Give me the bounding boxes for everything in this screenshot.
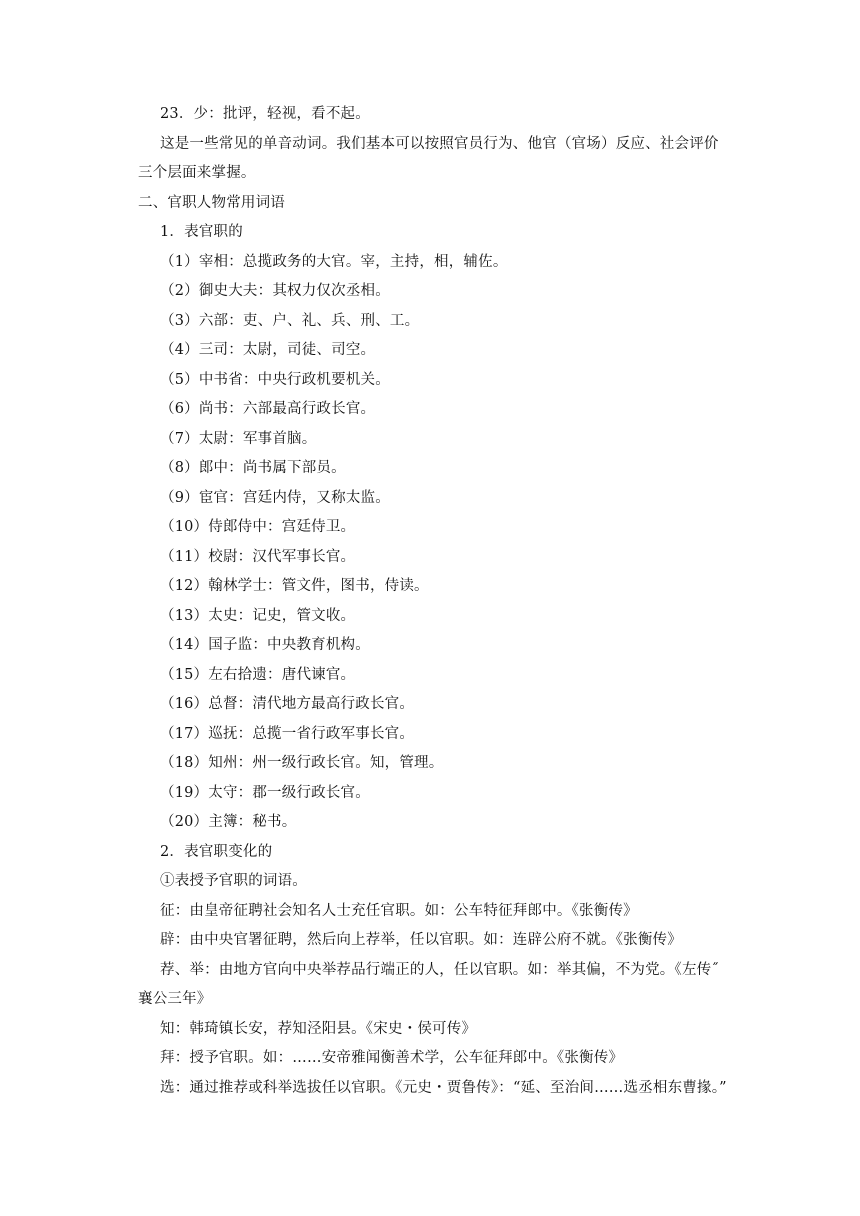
list-item: （19）太守：郡一级行政长官。 [160,785,370,801]
text-line-3: 三个层面来掌握。 [138,165,256,181]
sub-heading: ①表授予官职的词语。 [160,873,307,889]
list-item: （5）中书省：中央行政机要机关。 [160,372,390,388]
section-heading: 二、官职人物常用词语 [138,195,285,211]
text-line: 荐、举：由地方官向中央举荐品行端正的人，任以官职。如：举其偏，不为党。《左传˝ [160,962,719,978]
list-item: （16）总督：清代地方最高行政长官。 [160,696,415,712]
list-item: （13）太史：记史，管文收。 [160,608,356,624]
list-item: （15）左右拾遗：唐代谏官。 [160,667,356,683]
list-item: （2）御史大夫：其权力仅次丞相。 [160,283,390,299]
subsection-heading-1: 1．表官职的 [160,224,243,240]
list-item: （1）宰相：总揽政务的大官。宰，主持，相，辅佐。 [160,254,508,270]
list-item: （8）郎中：尚书属下部员。 [160,460,346,476]
list-item: （6）尚书：六部最高行政长官。 [160,401,376,417]
text-line: 拜：授予官职。如：……安帝雅闻衡善术学，公车征拜郎中。《张衡传》 [160,1050,624,1066]
list-item: （9）宦官：宫廷内侍，又称太监。 [160,490,390,506]
text-line: 知：韩琦镇长安，荐知泾阳县。《宋史・侯可传》 [160,1021,477,1037]
text-line: 襄公三年》 [138,991,212,1007]
list-item: （10）侍郎侍中：宫廷侍卫。 [160,519,356,535]
list-item: （7）太尉：军事首脑。 [160,431,317,447]
text-line-1: 23．少：批评，轻视，看不起。 [160,106,370,122]
list-item: （3）六部：吏、户、礼、兵、刑、工。 [160,313,420,329]
text-line: 征：由皇帝征聘社会知名人士充任官职。如：公车特征拜郎中。《张衡传》 [160,903,638,919]
list-item: （4）三司：太尉，司徒、司空。 [160,342,376,358]
list-item: （18）知州：州一级行政长官。知，管理。 [160,755,444,771]
text-line-2: 这是一些常见的单音动词。我们基本可以按照官员行为、他官（官场）反应、社会评价 [160,136,719,152]
subsection-heading-2: 2．表官职变化的 [160,844,273,860]
list-item: （17）巡抚：总揽一省行政军事长官。 [160,726,415,742]
list-item: （11）校尉：汉代军事长官。 [160,549,356,565]
text-line: 辟：由中央官署征聘，然后向上荐举，任以官职。如：连辟公府不就。《张衡传》 [160,932,682,948]
text-line: 选：通过推荐或科举选拔任以官职。《元史・贾鲁传》：“延、至治间……选丞相东曹掾。” [160,1080,727,1096]
list-item: （14）国子监：中央教育机构。 [160,637,370,653]
list-item: （12）翰林学士：管文件，图书，侍读。 [160,578,429,594]
list-item: （20）主簿：秘书。 [160,814,297,830]
